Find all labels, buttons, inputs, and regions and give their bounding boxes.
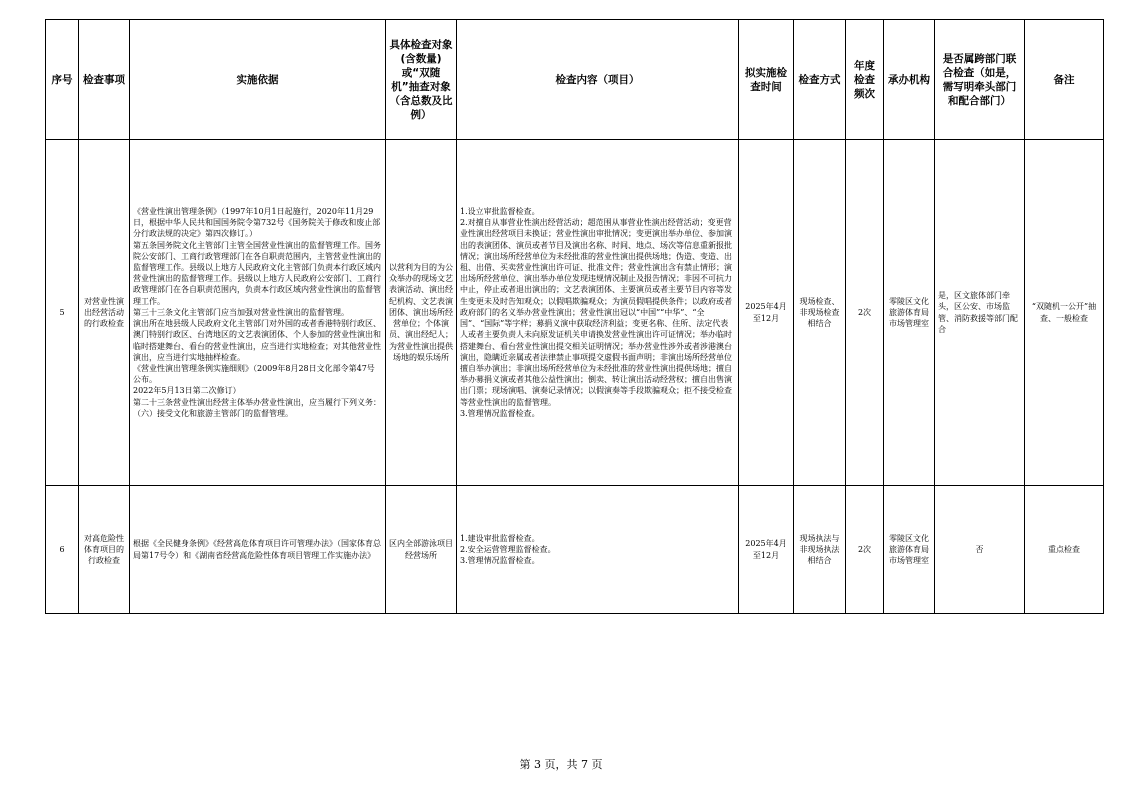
- cell-no: 6: [46, 486, 79, 614]
- content-line: 3.管理情况监督检查。: [460, 408, 540, 418]
- cell-time: 2025年4月至12月: [739, 140, 794, 486]
- basis-line: 第五条国务院文化主管部门主管全国营业性演出的监督管理工作。国务院公安部门、工商行政管理部门在各自职责范围内，主管营业性演出的监督管理工作。县级以上地方人民政府文化主管部门负责本行政区域内营业性演出的监督管理工作。县级以上地方人民政府公安部门、工商行政管理部门在各自职责范围内，负责本行政区域内营业性演出的监督管理工作。: [133, 240, 381, 306]
- content-line: 1.建设审批监督检查。: [460, 533, 540, 543]
- basis-line: 演出所在地县级人民政府文化主管部门对外国的或者香港特别行政区、澳门特别行政区、台湾地区的文艺表演团体、个人参加的营业性演出和临时搭建舞台、看台的营业性演出，应当进行实地检查；对其他营业性演出，应当进行实地抽样检查。: [133, 319, 381, 362]
- basis-line: 根据《全民健身条例》《经营高危体育项目许可管理办法》（国家体育总局第17号令）和《湖南省经营高危险性体育项目管理工作实施办法》: [133, 539, 381, 560]
- basis-line: 第二十三条营业性演出经营主体举办营业性演出，应当履行下列义务：: [133, 397, 381, 407]
- cell-basis: [130, 140, 386, 486]
- cell-method: 现场检查、非现场检查相结合: [794, 140, 846, 486]
- col-header-org: 承办机构: [884, 20, 935, 140]
- cell-freq: 2次: [846, 140, 884, 486]
- cell-item: 对营业性演出经营活动的行政检查: [79, 140, 130, 486]
- cell-basis: [130, 486, 386, 614]
- basis-line: 2022年5月13日第二次修订）: [133, 386, 241, 396]
- cell-no: 5: [46, 140, 79, 486]
- cell-note: 重点检查: [1025, 486, 1104, 614]
- content-line: 3.管理情况监督检查。: [460, 556, 540, 566]
- col-header-note: 备注: [1025, 20, 1104, 140]
- page-number: 第 3 页，共 7 页: [519, 758, 603, 771]
- cell-freq: 2次: [846, 486, 884, 614]
- table-row: [46, 486, 1104, 614]
- content-line: 1.设立审批监督检查。: [460, 207, 540, 217]
- cell-content: [457, 140, 739, 486]
- cell-joint: 是，区文旅体部门牵头，区公安、市场监管、消防救援等部门配合: [935, 140, 1025, 486]
- col-header-item: 检查事项: [79, 20, 130, 140]
- basis-line: 《营业性演出管理条例》（1997年10月1日起施行，2020年11月29日，根据中华人民共和国国务院令第732号《国务院关于修改和废止部分行政法规的决定》第四次修订。）: [133, 207, 381, 239]
- cell-note: “双随机一公开”抽查、一般检查: [1025, 140, 1104, 486]
- col-header-no: 序号: [46, 20, 79, 140]
- basis-line: （六）接受文化和旅游主管部门的监督管理。: [133, 408, 293, 418]
- header-row: [46, 20, 1104, 140]
- col-header-method: 检查方式: [794, 20, 846, 140]
- cell-org: 零陵区文化旅游体育局市场管理室: [884, 486, 935, 614]
- col-header-content: 检查内容（项目）: [457, 20, 739, 140]
- cell-org: 零陵区文化旅游体育局市场管理室: [884, 140, 935, 486]
- col-header-basis: 实施依据: [130, 20, 386, 140]
- cell-target: 区内全部游泳项目经营场所: [386, 486, 457, 614]
- cell-method: 现场执法与非现场执法相结合: [794, 486, 846, 614]
- table-row: [46, 140, 1104, 486]
- cell-time: 2025年4月至12月: [739, 486, 794, 614]
- content-line: 2.对擅自从事营业性演出经营活动；超范围从事营业性演出经营活动；变更营业性演出经营项目未换证；营业性演出审批情况；变更演出举办单位、参加演出的表演团体、演员或者节目及演出名称、时间、地点、场次等信息重新报批情况；演出场所经营单位为未经批准的营业性演出提供场地；伪造、变造、出租、出借、买卖营业性演出许可证、批准文件；营业性演出含有禁止情形；演出场所经营单位、演出举办单位发现违规情况制止及报告情况；非因不可抗力中止，停止或者退出演出的；文艺表演团体、主要演员或者主要节目内容等发生变更未及时告知观众；以假唱欺骗观众；为演员假唱提供条件；以政府或者政府部门的名义举办营业性演出；营业性演出冠以“中国”“中华”、“全国”、“国际”等字样；募捐义演中获取经济利益；变更名称、住所、法定代表人或者主要负责人未向原发证机关申请换发营业性演出许可证情况；举办临时搭建舞台、看台营业性演出提交相关证明情况；举办营业性涉外或者涉港澳台演出，隐瞒近亲属或者法律禁止事项提交虚假书面声明；非演出场所经营单位擅自举办演出；非演出场所经营单位为未经批准的营业性演出提供场地；擅自举办募捐义演或者其他公益性演出；倒卖、转让演出活动经营权；擅自出售演出门票；现场演唱、演奏记录情况；以假演奏等手段欺骗观众；拒不接受检查等营业性演出的监督管理。: [460, 218, 732, 407]
- col-header-joint: 是否属跨部门联合检查（如是，需写明牵头部门和配合部门）: [935, 20, 1025, 140]
- inspection-plan-table: [45, 19, 1104, 614]
- col-header-freq: 年度检查频次: [846, 20, 884, 140]
- cell-target: 以营利为目的为公众举办的现场文艺表演活动、演出经纪机构、文艺表演团体、演出场所经营单位；个体演员、演出经纪人；为营业性演出提供场地的娱乐场所: [386, 140, 457, 486]
- col-header-time: 拟实施检查时间: [739, 20, 794, 140]
- content-line: 2.安全运营管理监督检查。: [460, 544, 556, 554]
- cell-item: 对高危险性体育项目的行政检查: [79, 486, 130, 614]
- col-header-target: 具体检查对象(含数量)或“双随机”抽查对象（含总数及比例）: [386, 20, 457, 140]
- cell-joint: 否: [935, 486, 1025, 614]
- basis-line: 第三十三条文化主管部门应当加强对营业性演出的监督管理。: [133, 307, 349, 317]
- cell-content: [457, 486, 739, 614]
- basis-line: 《营业性演出管理条例实施细则》（2009年8月28日文化部令第47号公布。: [133, 363, 375, 385]
